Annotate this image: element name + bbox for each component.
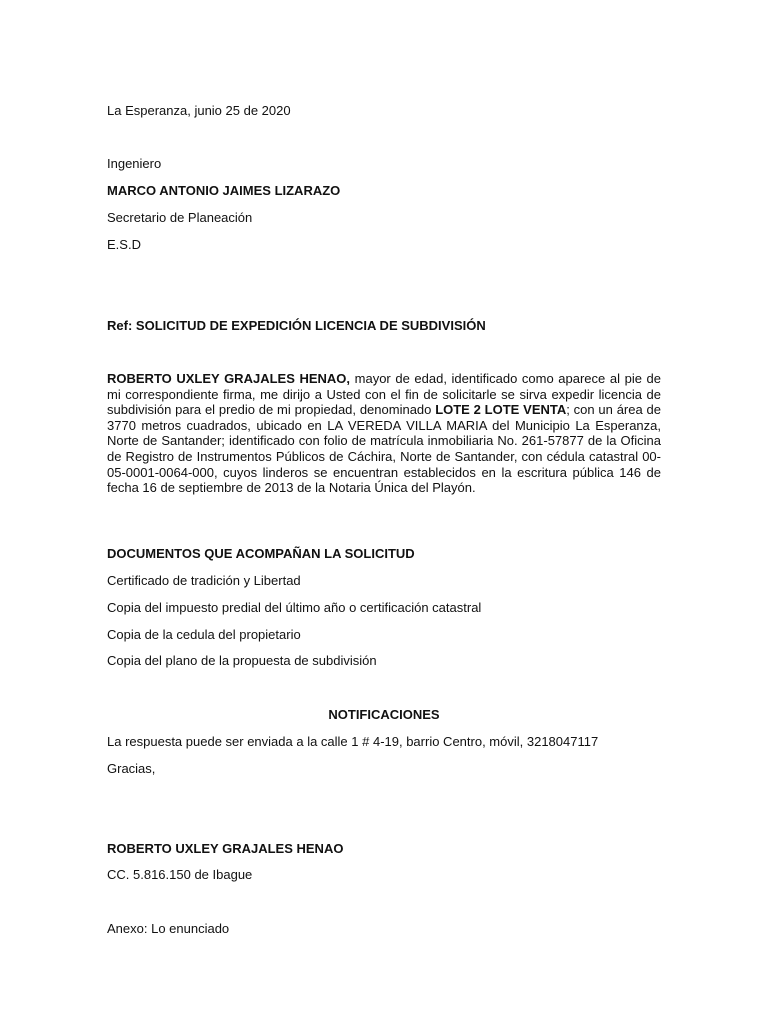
document-item: Copia del impuesto predial del último año o certificación catastral <box>107 600 482 615</box>
body-text-part2: ; con un área de 3770 metros cuadrados, ubicado en LA VEREDA VILLA MARIA del Municipio La Esperanza, Norte de Santander; identificado con folio de matrícula inmobiliaria No. 261-57877 de la Oficina de Registro de Instrumentos Públicos de Cáchira, Norte de Santander, con cédula catastral 00-05-0001-0064-000, cuyos linderos se encuentran establecidos en la escritura pública 146 de fecha 16 de septiembre de 2013 de la Notaria Única del Playón. <box>107 402 661 496</box>
body-paragraph <box>107 371 661 496</box>
recipient-position: Secretario de Planeación <box>107 210 253 225</box>
document-item: Copia de la cedula del propietario <box>107 627 301 642</box>
applicant-name: ROBERTO UXLEY GRAJALES HENAO, <box>107 371 351 386</box>
signature-id: CC. 5.816.150 de Ibague <box>107 867 253 882</box>
recipient-title: Ingeniero <box>107 156 162 171</box>
document-item: Certificado de tradición y Libertad <box>107 573 301 588</box>
lot-name: LOTE 2 LOTE VENTA <box>435 402 567 418</box>
notifications-text: La respuesta puede ser enviada a la calle 1 # 4-19, barrio Centro, móvil, 3218047117 <box>107 734 599 749</box>
reference-text: SOLICITUD DE EXPEDICIÓN LICENCIA DE SUBDIVISIÓN <box>135 318 486 333</box>
body-text-part1: mayor de edad, identificado como aparece al pie de mi correspondiente firma, me dirijo a Usted con el fin de solicitarle se sirva expedir licencia de subdivisión para el predio de mi propiedad, denominado <box>107 371 661 418</box>
notifications-heading: NOTIFICACIONES <box>328 707 440 722</box>
place-date: La Esperanza, junio 25 de 2020 <box>107 103 291 118</box>
document-item: Copia del plano de la propuesta de subdivisión <box>107 653 377 668</box>
documents-heading: DOCUMENTOS QUE ACOMPAÑAN LA SOLICITUD <box>107 546 415 561</box>
reference-line <box>107 318 486 334</box>
annex: Anexo: Lo enunciado <box>107 921 230 936</box>
recipient-name: MARCO ANTONIO JAIMES LIZARAZO <box>107 183 341 198</box>
recipient-esd: E.S.D <box>107 237 141 252</box>
signature-name: ROBERTO UXLEY GRAJALES HENAO <box>107 841 344 856</box>
reference-label: Ref: <box>107 318 133 333</box>
closing: Gracias, <box>107 761 156 776</box>
